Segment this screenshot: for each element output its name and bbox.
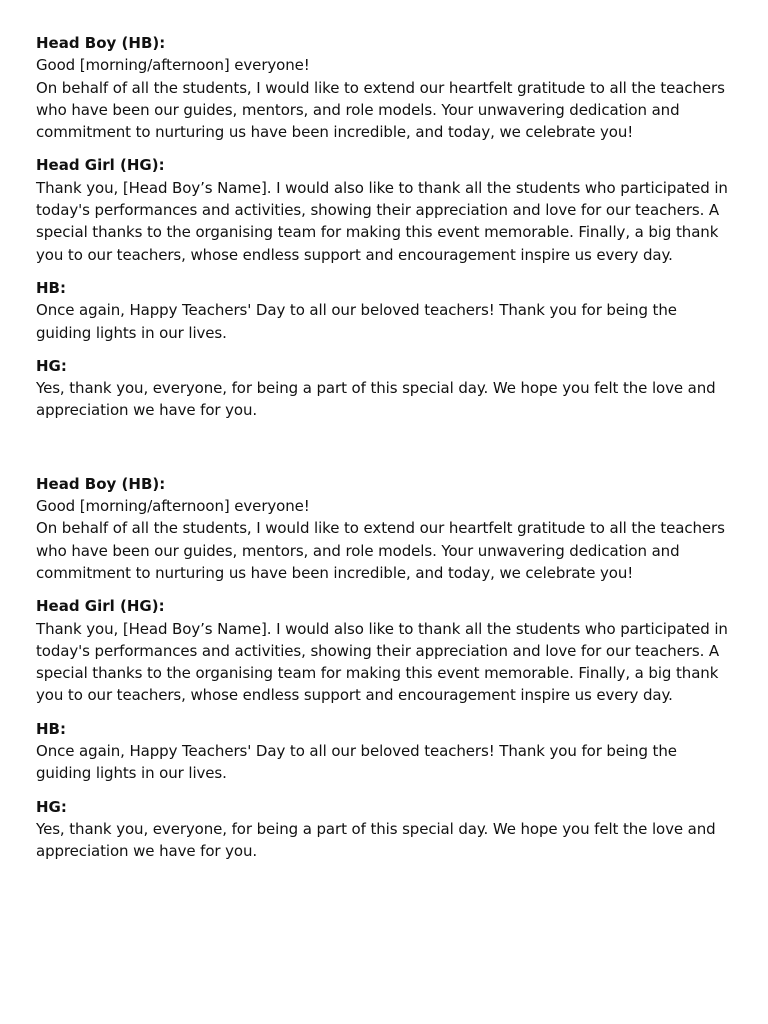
speaker-label: Head Girl (HG): — [36, 156, 165, 175]
speech-line: Thank you, [Head Boy’s Name]. I would also like to thank all the students who participated in today's performances and activities, showing their appreciation and love for our teachers. A special thanks to the organising team for making this event memorable. Finally, a big thank you to our teachers, whose endless support and encouragement inspire us every day. — [36, 619, 728, 705]
speaker-label: Head Girl (HG): — [36, 597, 165, 616]
speaker-label: HB: — [36, 278, 66, 297]
dialogue-turn — [36, 473, 736, 584]
speaker-label: Head Boy (HB): — [36, 34, 166, 52]
document-page — [36, 32, 736, 874]
speech-line: Once again, Happy Teachers' Day to all our beloved teachers! Thank you for being the guiding lights in our lives. — [36, 301, 677, 342]
speaker-label: HB: — [36, 719, 66, 738]
block-spacer — [36, 433, 736, 473]
dialogue-turn — [36, 355, 736, 422]
dialogue-turn — [36, 154, 736, 265]
speech-line: Thank you, [Head Boy’s Name]. I would also like to thank all the students who participated in today's performances and activities, showing their appreciation and love for our teachers. A special thanks to the organising team for making this event memorable. Finally, a big thank you to our teachers, whose endless support and encouragement inspire us every day. — [36, 178, 728, 264]
speech-line: On behalf of all the students, I would like to extend our heartfelt gratitude to all the teachers who have been our guides, mentors, and role models. Your unwavering dedication and commitment to nurturing us have been incredible, and today, we celebrate you! — [36, 78, 725, 142]
dialogue-turn — [36, 595, 736, 706]
dialogue-turn — [36, 277, 736, 344]
speech-block-1 — [36, 32, 736, 422]
dialogue-turn — [36, 32, 736, 143]
speech-line: On behalf of all the students, I would like to extend our heartfelt gratitude to all the teachers who have been our guides, mentors, and role models. Your unwavering dedication and commitment to nurturing us have been incredible, and today, we celebrate you! — [36, 519, 725, 582]
speech-line: Good [morning/afternoon] everyone! — [36, 56, 310, 75]
speaker-label: Head Boy (HB): — [36, 474, 166, 493]
speech-line: Once again, Happy Teachers' Day to all our beloved teachers! Thank you for being the guiding lights in our lives. — [36, 742, 677, 783]
speaker-label: HG: — [36, 356, 67, 375]
speech-line: Good [morning/afternoon] everyone! — [36, 497, 310, 516]
speech-block-2 — [36, 473, 736, 863]
speech-line: Yes, thank you, everyone, for being a part of this special day. We hope you felt the love and appreciation we have for you. — [36, 819, 716, 861]
dialogue-turn — [36, 796, 736, 863]
speech-line: Yes, thank you, everyone, for being a part of this special day. We hope you felt the love and appreciation we have for you. — [36, 379, 716, 420]
speaker-label: HG: — [36, 797, 67, 816]
dialogue-turn — [36, 718, 736, 785]
